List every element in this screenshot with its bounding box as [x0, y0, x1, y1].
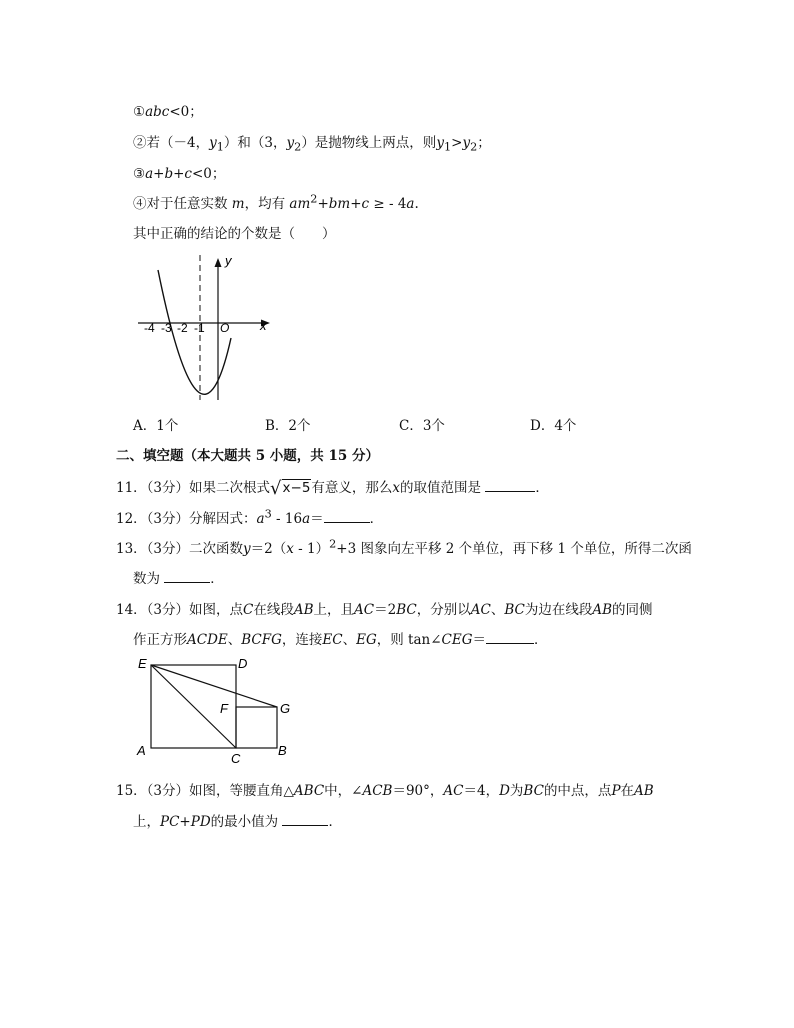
question-11: [116, 476, 549, 499]
segment-label: PD: [190, 814, 211, 830]
answer-blank[interactable]: [282, 814, 328, 826]
question-text: 13．（3分）二次函数: [116, 541, 244, 557]
question-text: 15．（3分）如图，等腰直角△: [116, 783, 294, 799]
tick-label: -4: [144, 321, 155, 335]
superscript: 2: [310, 192, 318, 206]
statement-4: [133, 192, 419, 212]
option-a[interactable]: A．1个: [133, 418, 179, 434]
tick-label: -3: [161, 321, 172, 335]
statement-text: ②若（－4，: [133, 135, 210, 151]
segment-label: AC: [443, 783, 464, 799]
point-label: C: [243, 602, 254, 618]
var-m: m: [231, 196, 245, 212]
question-13-line-2: [133, 567, 224, 587]
question-text: 数为: [133, 571, 160, 587]
point-label: D: [499, 783, 510, 799]
parabola-graph: [130, 250, 280, 405]
statement-1: [133, 100, 203, 120]
equals: ＝: [472, 632, 486, 648]
question-text: - 16: [271, 511, 303, 527]
question-text: 上，且: [313, 602, 355, 618]
point-label-b: B: [278, 743, 287, 758]
triangle-label: ABC: [293, 783, 325, 799]
inequality: ≥ - 4: [369, 196, 407, 212]
tick-label: -1: [194, 321, 205, 335]
segment-label: EG: [356, 632, 377, 648]
question-14-line-1: [116, 598, 653, 618]
question-text: 14．（3分）如图，点: [116, 602, 244, 618]
point-label-a: A: [137, 743, 146, 758]
statement-text: <0；: [191, 166, 226, 182]
question-text: 有意义，那么: [311, 480, 393, 496]
question-12: [116, 507, 383, 527]
point-label-e: E: [138, 656, 147, 671]
statement-2: [133, 131, 491, 154]
question-text: 、: [490, 602, 505, 618]
question-text: 的取值范围是: [400, 480, 482, 496]
answer-blank[interactable]: [164, 571, 210, 583]
question-text: 、: [227, 632, 242, 648]
var-x: x: [286, 541, 294, 557]
question-text: 12．（3分）分解因式：: [116, 511, 257, 527]
statement-text: ）是抛物线上两点，则: [301, 135, 437, 151]
plus: +: [350, 196, 362, 212]
question-text: 的最小值为: [210, 814, 279, 830]
question-text: ＝4，: [463, 783, 500, 799]
answer-blank[interactable]: [324, 511, 370, 523]
squares-figure: [133, 655, 303, 770]
var-y: y: [243, 541, 251, 557]
statement-text: ，均有: [244, 196, 290, 212]
point-label-g: G: [280, 701, 291, 716]
superscript: 3: [264, 507, 272, 521]
var-a: a: [256, 511, 265, 527]
statement-number: ③: [133, 166, 146, 182]
statement-number: ①: [133, 104, 146, 120]
question-text: - 1）: [293, 541, 330, 557]
question-text: 作正方形: [133, 632, 187, 648]
question-text: ＝2: [374, 602, 397, 618]
origin-label: O: [220, 321, 230, 335]
var-y: y: [436, 135, 444, 151]
square-label: ACDE: [187, 632, 228, 648]
statement-text: .: [414, 196, 419, 212]
term: am: [289, 196, 311, 212]
question-text: ，连接: [281, 632, 323, 648]
var-y: y: [462, 135, 471, 151]
subscript: 2: [470, 140, 478, 154]
expression: a+b+c: [145, 166, 192, 182]
question-text: ＝2（: [250, 541, 287, 557]
subscript: 1: [216, 140, 224, 154]
question-text: 在线段: [253, 602, 294, 618]
option-c[interactable]: C．3个: [399, 418, 445, 434]
segment-label: BC: [504, 602, 525, 618]
square-label: BCFG: [241, 632, 282, 648]
question-text: 中，∠: [324, 783, 363, 799]
statement-text: ；: [477, 135, 491, 151]
question-text: 上，: [133, 814, 160, 830]
question-15-line-2: [133, 810, 342, 830]
var-a: a: [302, 511, 311, 527]
segment-eg: [151, 665, 277, 707]
question-text: +3 图象向左平移 2 个单位，再下移 1 个单位，所得二次函: [336, 541, 692, 557]
segment-label: BC: [523, 783, 544, 799]
question-text: ，分别以: [416, 602, 471, 618]
statement-text: <0；: [169, 104, 203, 120]
segment-label: AB: [592, 602, 613, 618]
question-15-line-1: [116, 779, 654, 799]
var-x: x: [392, 480, 401, 496]
segment-label: AB: [293, 602, 314, 618]
segment-label: BC: [396, 602, 417, 618]
angle-label: CEG: [441, 632, 473, 648]
question-14-line-2: [133, 628, 548, 648]
segment-label: AB: [634, 783, 654, 799]
question-text: ．: [535, 480, 549, 496]
question-text: 的同侧: [612, 602, 653, 618]
point-label-c: C: [231, 751, 241, 766]
var-y: y: [286, 135, 295, 151]
segment-label: AC: [470, 602, 491, 618]
var-y: y: [209, 135, 217, 151]
expression: abc: [145, 104, 170, 120]
question-text: ，则 tan∠: [376, 632, 442, 648]
segment-label: AC: [354, 602, 375, 618]
subscript: 1: [443, 140, 452, 154]
superscript: 2: [329, 537, 337, 551]
option-d[interactable]: D．4个: [530, 418, 577, 434]
question-text: ．: [210, 571, 224, 587]
point-label-f: F: [220, 701, 228, 716]
point-label: P: [611, 783, 621, 799]
subscript: 2: [294, 140, 302, 154]
statement-text: ）和（3，: [223, 135, 287, 151]
option-b[interactable]: B．2个: [265, 418, 311, 434]
question-text: 为边在线段: [524, 602, 593, 618]
question-text: ＝90°，: [392, 783, 444, 799]
square-root: √x−5: [270, 478, 311, 499]
term: bm: [328, 196, 351, 212]
plus: +: [179, 814, 191, 830]
term: a: [406, 196, 415, 212]
statement-text: ④对于任意实数: [133, 196, 228, 212]
segment-label: EC: [322, 632, 343, 648]
question-text: 在: [620, 783, 635, 799]
tick-label: -2: [177, 321, 188, 335]
equals: ＝: [310, 511, 324, 527]
question-text: ．: [328, 814, 342, 830]
section-heading: 二、填空题（本大题共 5 小题，共 15 分）: [116, 448, 379, 464]
y-axis-label: y: [225, 253, 232, 268]
answer-blank[interactable]: [486, 632, 534, 644]
question-text: 、: [342, 632, 357, 648]
question-text: ．: [534, 632, 548, 648]
question-text: ．: [369, 511, 384, 527]
plus: +: [317, 196, 329, 212]
point-label-d: D: [238, 656, 248, 671]
term: c: [361, 196, 370, 212]
question-prompt: 其中正确的结论的个数是（ ）: [133, 226, 336, 242]
segment-label: PC: [160, 814, 180, 830]
answer-blank[interactable]: [485, 480, 535, 492]
square-bcfg: [236, 707, 277, 748]
question-text: 的中点，点: [543, 783, 612, 799]
question-13-line-1: [116, 537, 692, 557]
question-text: 11．（3分）如果二次根式: [116, 480, 271, 496]
question-text: 为: [509, 783, 524, 799]
x-axis-label: x: [260, 318, 267, 333]
statement-3: [133, 162, 225, 182]
radicand: x−5: [282, 480, 311, 496]
gt-sign: >: [451, 135, 463, 151]
angle-label: ACB: [362, 783, 393, 799]
y-axis-arrow: [215, 258, 222, 267]
